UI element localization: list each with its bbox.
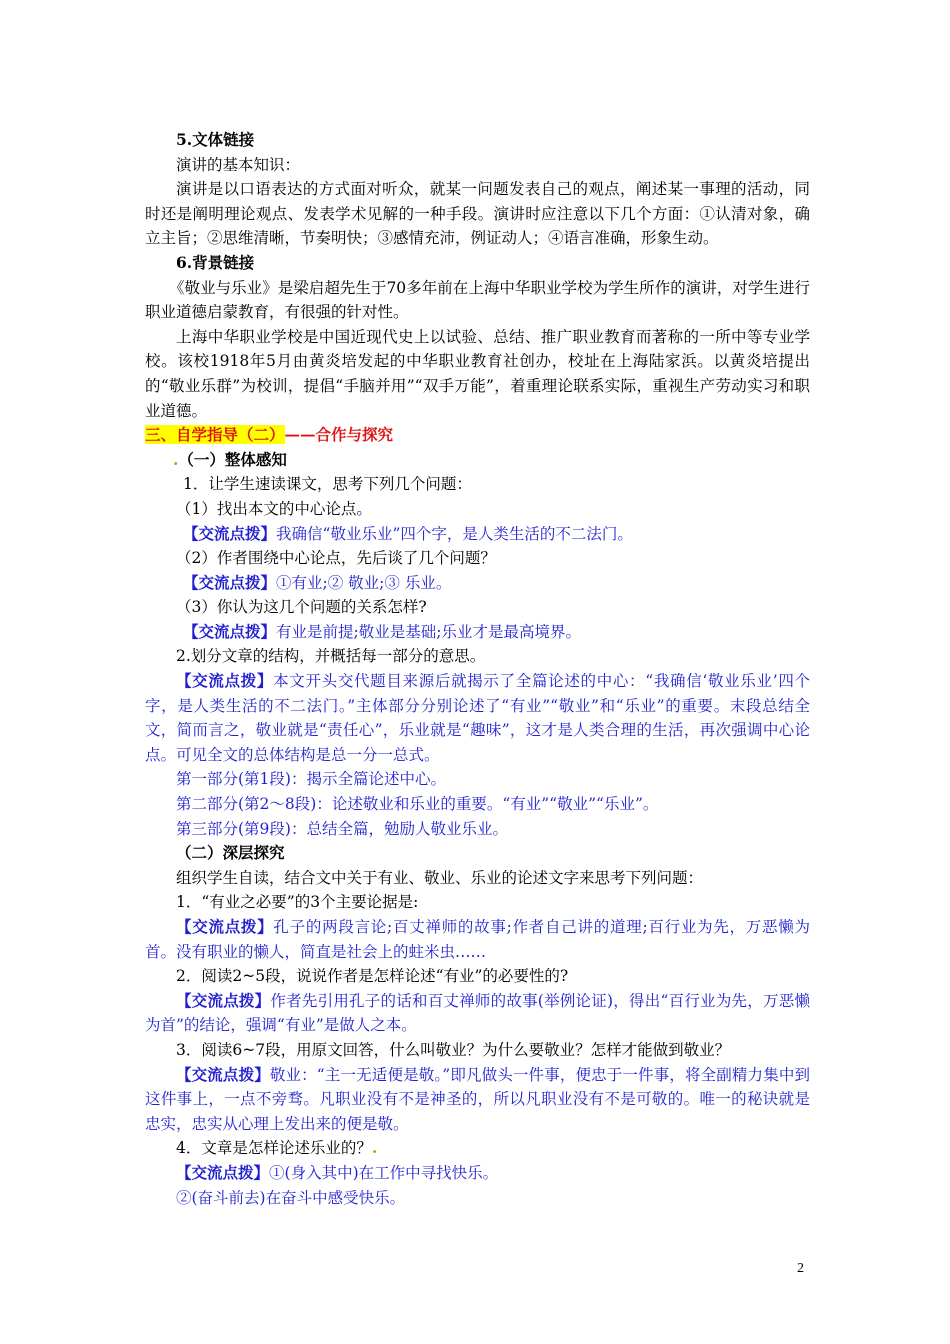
mark-dot-icon: . [371,1138,378,1158]
part1-section3: 第三部分(第9段)：总结全篇，勉励人敬业乐业。 [176,819,508,838]
part2-a4b: ②(奋斗前去)在奋斗中感受快乐。 [176,1188,406,1207]
part1-q1a: （1）找出本文的中心论点。 [176,499,372,518]
answer-text: 本文开头交代题目来源后就揭示了全篇论述的中心：“我确信‘敬业乐业’四个字，是人类生活的不二法门。”主体部分分别论述了“有业”“敬业”和“乐业”的重要。末段总结全文，简而言之，敬业就是“责任心”，乐业就是“趣味”，这才是人类合理的生活，再次强调中心论点。可见全文的总体结构是总一分一总式。 [145,672,810,764]
part2-q1: 1．“有业之必要”的3个主要论据是: [176,893,419,912]
page-number: 2 [797,1261,804,1276]
part2-q4 [145,1136,810,1161]
exchange-tag: 【交流点拨】 [183,572,277,592]
part1-q2: 2.划分文章的结构，并概括每一部分的意思。 [176,647,486,666]
part2-a2 [145,989,810,1038]
section6-heading: 6.背景链接 [176,252,255,272]
part2-a4a [145,1161,810,1186]
part1-a1c [145,620,810,645]
answer-text: ①(身入其中)在工作中寻找快乐。 [269,1163,499,1182]
part2-heading: （二）深层探究 [176,843,285,863]
answer-text: 作者先引用孔子的话和百丈禅师的故事(举例论证)，得出“百行业为先，万恶懒为首”的结论，强调“有业”是做人之本。 [145,991,810,1035]
exchange-tag: 【交流点拨】 [176,1162,270,1182]
answer-text: 敬业：“主一无适便是敬。”即凡做头一件事，便忠于一件事，将全副精力集中到这件事上，一点不旁骛。凡职业没有不是神圣的，所以凡职业没有不是可敬的。唯一的秘诀就是忠实，忠实从心理上发出来的便是敬。 [145,1065,810,1133]
part1-q1: 1．让学生速读课文，思考下列几个问题： [183,475,472,494]
exchange-tag: 【交流点拨】 [183,621,277,641]
part1-a1a [145,522,810,547]
exchange-tag: 【交流点拨】 [176,671,274,691]
section5-heading: 5.文体链接 [176,130,255,149]
part1-a1b [145,571,810,596]
section3-heading-highlight: 三、自学指导（二） [145,425,285,445]
section3-heading-rest: ——合作与探究 [284,425,394,445]
answer-text: 有业是前提;敬业是基础;乐业才是最高境界。 [276,622,581,641]
section6-para1: 《敬业与乐业》是梁启超先生于70多年前在上海中华职业学校为学生所作的演讲，对学生进行职业道德启蒙教育，有很强的针对性。 [145,278,810,322]
exchange-tag: 【交流点拨】 [183,523,277,543]
exchange-tag: 【交流点拨】 [176,917,274,936]
section5-subheading: 演讲的基本知识： [176,155,301,174]
question-text: 4．文章是怎样论述乐业的？ [176,1139,372,1158]
exchange-tag: 【交流点拨】 [176,1064,270,1084]
exchange-tag: 【交流点拨】 [176,990,271,1010]
part1-q1c: （3）你认为这几个问题的关系怎样? [176,598,427,617]
part2-q3: 3．阅读6~7段，用原文回答，什么叫敬业？为什么要敬业？怎样才能做到敬业？ [176,1040,731,1059]
page-content [145,128,810,1210]
part2-a1 [145,915,810,964]
mark-dot-icon: . [173,449,179,469]
part2-a3 [145,1063,810,1137]
part2-q2: 2．阅读2~5段，说说作者是怎样论述“有业”的必要性的? [176,967,569,986]
answer-text: 孔子的两段言论;百丈禅师的故事;作者自己讲的道理;百行业为先，万恶懒为首。没有职业的懒人，简直是社会上的蛀米虫…… [145,918,810,961]
part2-intro: 组织学生自读，结合文中关于有业、敬业、乐业的论述文字来思考下列问题： [176,868,704,887]
part1-heading-line [145,448,810,473]
part1-section1: 第一部分(第1段)：揭示全篇论述中心。 [176,770,446,789]
section3-heading [145,423,810,448]
section6-para2: 上海中华职业学校是中国近现代史上以试验、总结、推广职业教育而著称的一所中等专业学校。该校1918年5月由黄炎培发起的中华职业教育社创办，校址在上海陆家浜。以黄炎培提出的“敬业乐群”为校训，提倡“手脑并用”“双手万能”，着重理论联系实际，重视生产劳动实习和职业道德。 [145,327,810,420]
part1-a2 [145,669,810,767]
answer-text: ①有业;② 敬业;③ 乐业。 [276,573,452,592]
section5-body: 演讲是以口语表达的方式面对听众，就某一问题发表自己的观点，阐述某一事理的活动，同时还是阐明理论观点、发表学术见解的一种手段。演讲时应注意以下几个方面：①认清对象，确立主旨；②思维清晰，节奏明快；③感情充沛，例证动人；④语言准确，形象生动。 [145,180,810,248]
part1-q1b: （2）作者围绕中心论点，先后谈了几个问题？ [176,549,496,568]
part1-heading: （一）整体感知 [178,449,287,469]
part1-section2: 第二部分(第2～8段)：论述敬业和乐业的重要。“有业”“敬业”“乐业”。 [176,795,659,814]
answer-text: 我确信“敬业乐业”四个字，是人类生活的不二法门。 [276,524,633,543]
